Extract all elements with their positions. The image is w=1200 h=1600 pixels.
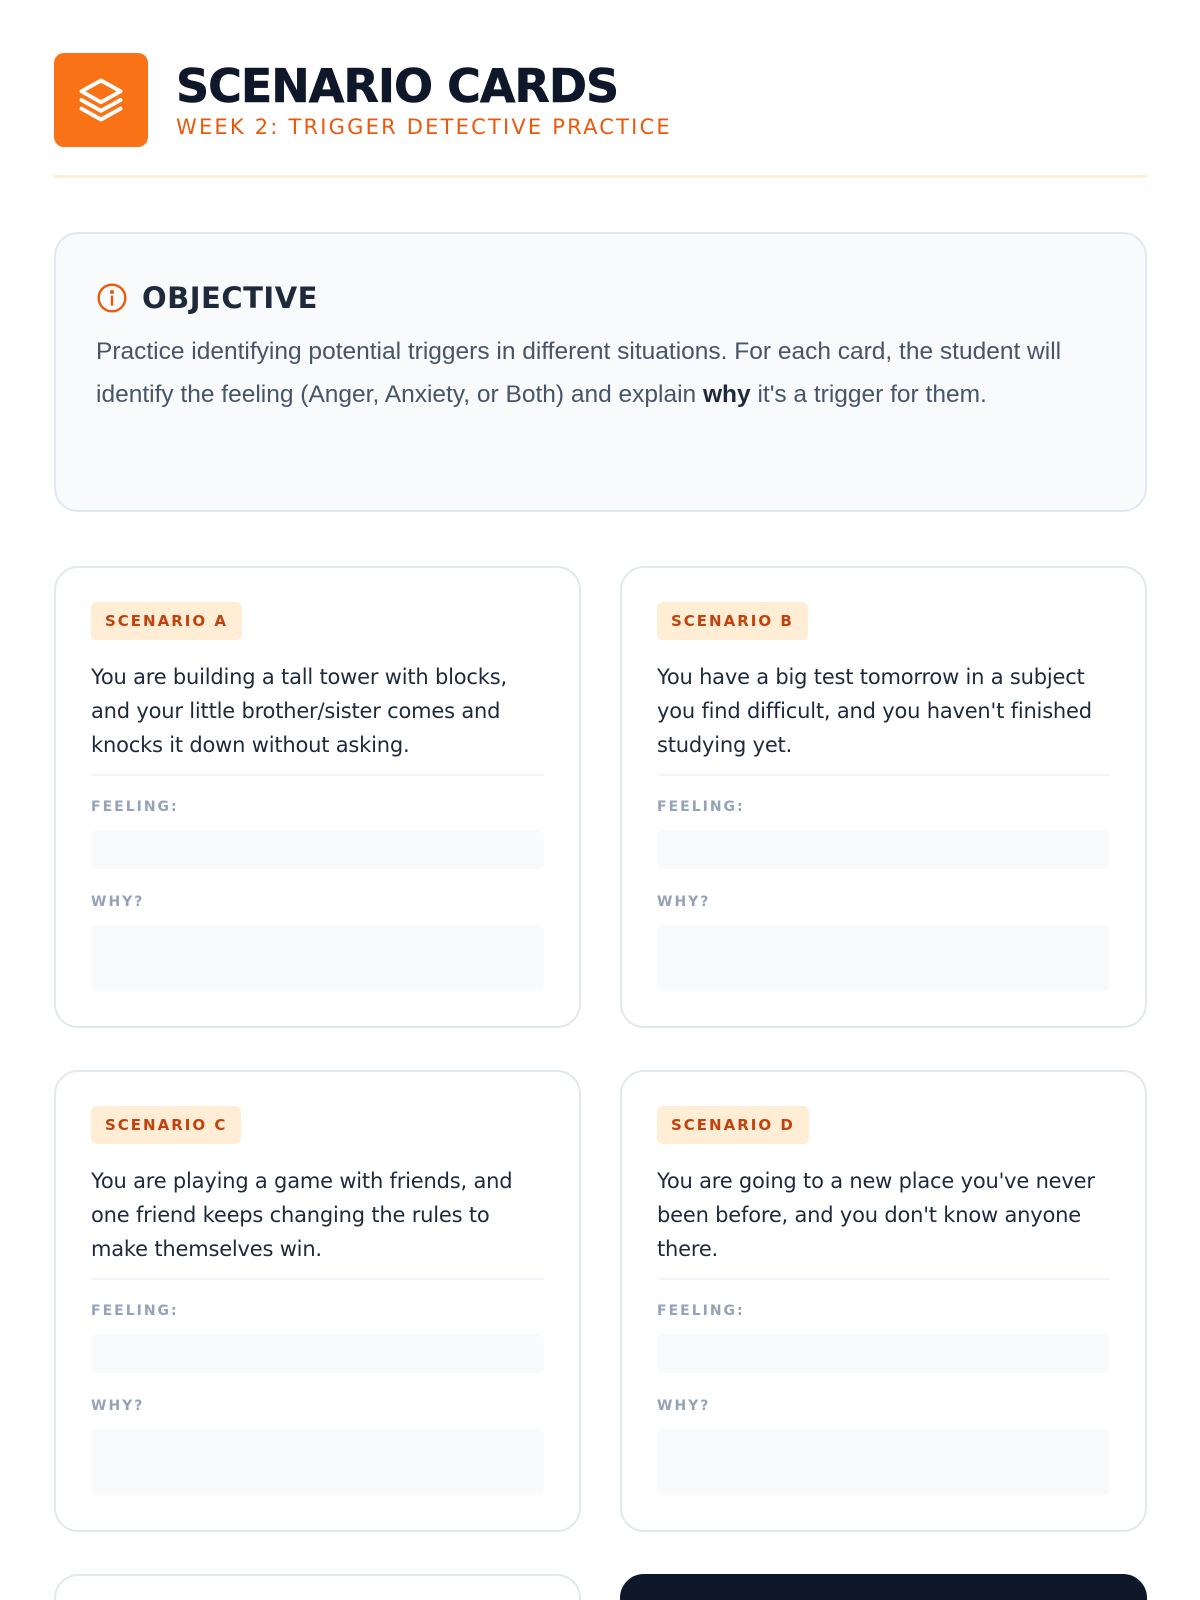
feeling-label: FEELING:	[91, 1302, 179, 1319]
why-label: WHY?	[657, 893, 711, 910]
feeling-label: FEELING:	[657, 798, 745, 815]
objective-panel	[54, 232, 1147, 512]
card-divider	[657, 774, 1110, 776]
feeling-field[interactable]	[657, 830, 1110, 869]
scenario-text: You are going to a new place you've never been before, and you don't know anyone there.	[657, 1169, 1095, 1261]
why-label: WHY?	[657, 1397, 711, 1414]
scenario-badge: SCENARIO A	[91, 602, 242, 640]
scenario-card-b	[620, 566, 1147, 1028]
scenario-text: You are building a tall tower with blocks, and your little brother/sister comes and knocks it down without asking.	[91, 665, 507, 757]
scenario-text: You have a big test tomorrow in a subject you find difficult, and you haven't finished studying yet.	[657, 665, 1092, 757]
objective-emphasis: why	[702, 381, 751, 408]
scenario-card-partial	[54, 1574, 581, 1600]
why-label: WHY?	[91, 893, 145, 910]
objective-header	[96, 278, 1105, 318]
logo	[54, 53, 148, 147]
feeling-field[interactable]	[91, 1334, 544, 1373]
page-title: SCENARIO CARDS	[176, 59, 619, 113]
scenario-badge: SCENARIO C	[91, 1106, 241, 1144]
objective-description	[96, 330, 1096, 416]
card-divider	[91, 774, 544, 776]
why-field[interactable]	[91, 925, 544, 991]
layers-icon	[75, 74, 127, 126]
why-field[interactable]	[657, 925, 1110, 991]
why-field[interactable]	[91, 1429, 544, 1495]
scenario-badge: SCENARIO D	[657, 1106, 809, 1144]
card-divider	[91, 1278, 544, 1280]
objective-text-part: Practice identifying potential triggers in different situations. For each card, the student will identify the feeling (Anger, Anxiety, or Both) and explain	[96, 338, 1062, 408]
feeling-field[interactable]	[91, 830, 544, 869]
page-header	[54, 53, 1147, 147]
objective-text-part: it's a trigger for them.	[750, 381, 987, 408]
header-text	[176, 60, 672, 140]
scenario-text: You are playing a game with friends, and one friend keeps changing the rules to make themselves win.	[91, 1169, 513, 1261]
why-label: WHY?	[91, 1397, 145, 1414]
scenario-card-c	[54, 1070, 581, 1532]
scenario-card-a	[54, 566, 581, 1028]
scenario-card-d	[620, 1070, 1147, 1532]
feeling-label: FEELING:	[91, 798, 179, 815]
scenario-badge: SCENARIO B	[657, 602, 808, 640]
scenario-grid	[54, 566, 1147, 1600]
card-divider	[657, 1278, 1110, 1280]
header-divider	[54, 175, 1147, 178]
objective-title: OBJECTIVE	[142, 281, 318, 315]
page-subtitle: WEEK 2: TRIGGER DETECTIVE PRACTICE	[176, 115, 672, 139]
why-field[interactable]	[657, 1429, 1110, 1495]
dark-card-partial	[620, 1574, 1147, 1600]
feeling-field[interactable]	[657, 1334, 1110, 1373]
info-icon	[96, 282, 128, 314]
feeling-label: FEELING:	[657, 1302, 745, 1319]
